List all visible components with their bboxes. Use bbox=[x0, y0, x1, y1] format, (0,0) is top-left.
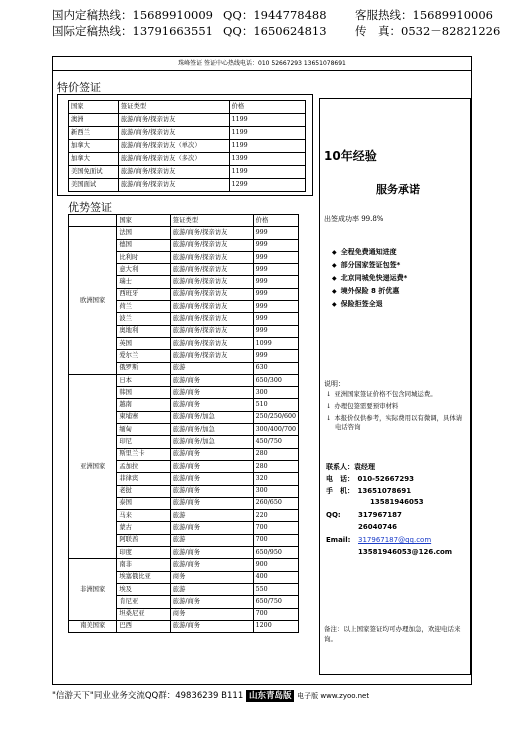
price-cell: 400 bbox=[253, 571, 298, 583]
qq-1: QQ：1944778488 bbox=[223, 8, 327, 22]
qq-label: QQ: bbox=[326, 511, 341, 519]
column-header: 签证类型 bbox=[118, 101, 229, 114]
visa-type-cell: 旅游/商务 bbox=[170, 460, 253, 472]
visa-type-cell: 商务 bbox=[170, 571, 253, 583]
footer-brand: 山东青岛版 bbox=[246, 690, 295, 702]
country-cell: 法国 bbox=[117, 227, 170, 239]
price-cell: 550 bbox=[253, 583, 298, 595]
service-promise-heading: 服务承诺 bbox=[376, 183, 420, 196]
visa-type-cell: 旅游/商务/探亲访友 bbox=[170, 264, 253, 276]
visa-type-cell: 旅游/商务 bbox=[170, 497, 253, 509]
country-cell: 俄罗斯 bbox=[117, 362, 170, 374]
visa-type-cell: 商务 bbox=[170, 608, 253, 620]
country-cell: 加拿大 bbox=[69, 140, 119, 153]
note-item: ↓ 亚洲国家签证价格不包含同城运费。 bbox=[326, 390, 466, 399]
price-cell: 650/950 bbox=[253, 547, 298, 559]
promise-item: ◆ 保险拒签全退 bbox=[332, 299, 407, 312]
contact-phone: 电 话： 010-52667293 bbox=[326, 475, 414, 483]
visa-type-cell: 旅游 bbox=[170, 583, 253, 595]
visa-type-cell: 旅游 bbox=[170, 362, 253, 374]
country-cell: 奥地利 bbox=[117, 325, 170, 337]
country-cell: 加拿大 bbox=[69, 153, 119, 166]
price-cell: 300 bbox=[253, 387, 298, 399]
special-visa-box bbox=[57, 94, 313, 196]
price-cell: 1199 bbox=[229, 166, 305, 179]
promise-item: ◆ 全程免费通知进度 bbox=[332, 247, 407, 260]
visa-type-cell: 旅游/商务/探亲访友 bbox=[118, 114, 229, 127]
visa-type-cell: 旅游 bbox=[170, 510, 253, 522]
country-cell: 韩国 bbox=[117, 387, 170, 399]
country-cell: 斯里兰卡 bbox=[117, 448, 170, 460]
country-cell: 蒙古 bbox=[117, 522, 170, 534]
price-sheet-frame bbox=[52, 56, 472, 685]
visa-type-cell: 旅游/商务/探亲访友（多次） bbox=[118, 153, 229, 166]
price-cell: 999 bbox=[253, 276, 298, 288]
column-header: 价格 bbox=[253, 215, 298, 227]
price-cell: 999 bbox=[253, 301, 298, 313]
region-header-cell bbox=[69, 215, 117, 227]
visa-type-cell: 旅游/商务/加急 bbox=[170, 424, 253, 436]
region-cell: 欧洲国家 bbox=[69, 227, 117, 375]
country-cell: 德国 bbox=[117, 239, 170, 251]
country-cell: 美国免面试 bbox=[69, 166, 119, 179]
visa-type-cell: 旅游/商务/探亲访友 bbox=[118, 179, 229, 192]
price-cell: 650/750 bbox=[253, 596, 298, 608]
country-cell: 英国 bbox=[117, 337, 170, 349]
visa-type-cell: 旅游/商务/探亲访友 bbox=[170, 313, 253, 325]
country-cell: 美国面试 bbox=[69, 179, 119, 192]
visa-type-cell: 旅游/商务/探亲访友 bbox=[170, 227, 253, 239]
footer-site: 电子版 www.zyoo.net bbox=[297, 692, 370, 700]
column-header: 国家 bbox=[117, 215, 170, 227]
visa-type-cell: 旅游/商务 bbox=[170, 473, 253, 485]
price-cell: 320 bbox=[253, 473, 298, 485]
country-cell: 阿联酋 bbox=[117, 534, 170, 546]
email-2: 13581946053@126.com bbox=[358, 548, 453, 556]
advantage-visa-table bbox=[68, 214, 299, 633]
visa-type-cell: 旅游/商务/探亲访友 bbox=[118, 166, 229, 179]
table-row bbox=[69, 153, 306, 166]
country-cell: 缅甸 bbox=[117, 424, 170, 436]
service-panel bbox=[319, 98, 471, 675]
country-cell: 波兰 bbox=[117, 313, 170, 325]
country-cell: 孟加拉 bbox=[117, 460, 170, 472]
visa-type-cell: 旅游/商务 bbox=[170, 596, 253, 608]
price-cell: 280 bbox=[253, 448, 298, 460]
country-cell: 爱尔兰 bbox=[117, 350, 170, 362]
price-cell: 1299 bbox=[229, 179, 305, 192]
footer-slogan: "信游天下"同业业务交流QQ群：49836239 B111 bbox=[52, 691, 244, 701]
topbar-hotline: 珠峰签证 签证中心热线电话：010 52667293 13651078691 bbox=[53, 57, 471, 71]
advantage-visa-title: 优势签证 bbox=[68, 201, 112, 214]
visa-type-cell: 旅游/商务/探亲访友 bbox=[170, 301, 253, 313]
promise-item: ◆ 境外保险 8 折优惠 bbox=[332, 286, 407, 299]
price-cell: 650/300 bbox=[253, 374, 298, 386]
visa-type-cell: 旅游/商务/探亲访友（单次） bbox=[118, 140, 229, 153]
country-cell: 坦桑尼亚 bbox=[117, 608, 170, 620]
visa-type-cell: 旅游/商务 bbox=[170, 559, 253, 571]
country-cell: 埃及 bbox=[117, 583, 170, 595]
country-cell: 澳洲 bbox=[69, 114, 119, 127]
region-cell: 亚洲国家 bbox=[69, 374, 117, 558]
table-row bbox=[69, 374, 299, 386]
visa-type-cell: 旅游/商务 bbox=[170, 547, 253, 559]
price-cell: 999 bbox=[253, 350, 298, 362]
price-cell: 1199 bbox=[229, 140, 305, 153]
table-row bbox=[69, 559, 299, 571]
column-header: 价格 bbox=[229, 101, 305, 114]
country-cell: 埃塞俄比亚 bbox=[117, 571, 170, 583]
price-cell: 510 bbox=[253, 399, 298, 411]
contact-mobile-2: 13581946053 bbox=[370, 498, 424, 506]
visa-type-cell: 旅游/商务/探亲访友 bbox=[170, 337, 253, 349]
country-cell: 意大利 bbox=[117, 264, 170, 276]
visa-type-cell: 旅游/商务/探亲访友 bbox=[118, 127, 229, 140]
remark: 备注：以上国家签证均可办理加急，欢迎电话来询。 bbox=[324, 625, 461, 643]
fax: 传 真：0532－82821226 bbox=[355, 24, 501, 38]
country-cell: 柬埔寨 bbox=[117, 411, 170, 423]
price-cell: 700 bbox=[253, 608, 298, 620]
visa-type-cell: 旅游/商务 bbox=[170, 522, 253, 534]
price-cell: 999 bbox=[253, 239, 298, 251]
price-cell: 999 bbox=[253, 251, 298, 263]
note-item: ↓ 本报价仅供参考，实际费用以有微调，具体请电话咨询 bbox=[326, 414, 466, 432]
price-cell: 700 bbox=[253, 522, 298, 534]
visa-type-cell: 旅游/商务/探亲访友 bbox=[170, 288, 253, 300]
country-cell: 印尼 bbox=[117, 436, 170, 448]
promise-item: ◆ 部分国家签证包签* bbox=[332, 260, 407, 273]
price-cell: 300 bbox=[253, 485, 298, 497]
table-row bbox=[69, 620, 299, 632]
price-cell: 300/400/700 bbox=[253, 424, 298, 436]
promise-item: ◆ 北京同城免快递运费* bbox=[332, 273, 407, 286]
table-row bbox=[69, 127, 306, 140]
footer bbox=[52, 689, 369, 701]
qq-number-2: 26040746 bbox=[358, 523, 397, 531]
price-cell: 999 bbox=[253, 227, 298, 239]
notes-list bbox=[326, 390, 466, 435]
qq-2: QQ：1650624813 bbox=[223, 24, 327, 38]
column-header: 国家 bbox=[69, 101, 119, 114]
price-cell: 999 bbox=[253, 288, 298, 300]
table-header-row bbox=[69, 101, 306, 114]
country-cell: 比利时 bbox=[117, 251, 170, 263]
country-cell: 菲律宾 bbox=[117, 473, 170, 485]
visa-type-cell: 旅游/商务/探亲访友 bbox=[170, 325, 253, 337]
visa-type-cell: 旅游 bbox=[170, 534, 253, 546]
email-link-1[interactable]: 317967187@qq.com bbox=[358, 536, 432, 544]
experience-heading: 10年经验 bbox=[324, 149, 377, 163]
table-row bbox=[69, 140, 306, 153]
visa-type-cell: 旅游/商务/探亲访友 bbox=[170, 350, 253, 362]
price-cell: 450/750 bbox=[253, 436, 298, 448]
special-visa-table bbox=[68, 100, 306, 192]
price-cell: 999 bbox=[253, 325, 298, 337]
visa-type-cell: 旅游/商务 bbox=[170, 399, 253, 411]
price-cell: 260/650 bbox=[253, 497, 298, 509]
table-row bbox=[69, 179, 306, 192]
price-cell: 280 bbox=[253, 460, 298, 472]
price-cell: 999 bbox=[253, 313, 298, 325]
price-cell: 220 bbox=[253, 510, 298, 522]
contact-person: 联系人：袁经理 bbox=[326, 463, 375, 471]
notes-title: 说明： bbox=[324, 380, 345, 388]
price-cell: 250/250/600 bbox=[253, 411, 298, 423]
intl-hotline: 国际定稿热线：13791663551 bbox=[52, 24, 213, 38]
country-cell: 日本 bbox=[117, 374, 170, 386]
contact-mobile-1: 手 机： 13651078691 bbox=[326, 487, 412, 495]
visa-type-cell: 旅游/商务/加急 bbox=[170, 411, 253, 423]
country-cell: 老挝 bbox=[117, 485, 170, 497]
price-cell: 700 bbox=[253, 534, 298, 546]
country-cell: 南非 bbox=[117, 559, 170, 571]
country-cell: 西班牙 bbox=[117, 288, 170, 300]
country-cell: 印度 bbox=[117, 547, 170, 559]
price-cell: 630 bbox=[253, 362, 298, 374]
visa-type-cell: 旅游/商务 bbox=[170, 448, 253, 460]
country-cell: 新西兰 bbox=[69, 127, 119, 140]
domestic-hotline: 国内定稿热线：15689910009 bbox=[52, 8, 213, 22]
note-item: ↓ 办理包签需要预审材料 bbox=[326, 402, 466, 411]
country-cell: 瑞士 bbox=[117, 276, 170, 288]
qq-number-1: 317967187 bbox=[358, 511, 402, 519]
price-cell: 1200 bbox=[253, 620, 298, 632]
region-cell: 南美国家 bbox=[69, 620, 117, 632]
table-row bbox=[69, 166, 306, 179]
visa-type-cell: 旅游/商务/探亲访友 bbox=[170, 239, 253, 251]
email-label: Email: bbox=[326, 536, 351, 544]
price-cell: 1199 bbox=[229, 114, 305, 127]
column-header: 签证类型 bbox=[170, 215, 253, 227]
promise-bullets bbox=[332, 247, 407, 312]
country-cell: 泰国 bbox=[117, 497, 170, 509]
visa-type-cell: 旅游/商务/探亲访友 bbox=[170, 276, 253, 288]
visa-type-cell: 旅游/商务/加急 bbox=[170, 436, 253, 448]
price-cell: 1199 bbox=[229, 127, 305, 140]
region-cell: 非洲国家 bbox=[69, 559, 117, 620]
country-cell: 越南 bbox=[117, 399, 170, 411]
country-cell: 荷兰 bbox=[117, 301, 170, 313]
table-row bbox=[69, 227, 299, 239]
visa-type-cell: 旅游/商务 bbox=[170, 374, 253, 386]
service-hotline: 客服热线：15689910006 bbox=[355, 8, 493, 22]
visa-type-cell: 旅游/商务/探亲访友 bbox=[170, 251, 253, 263]
special-visa-title: 特价签证 bbox=[57, 81, 101, 94]
country-cell: 马来 bbox=[117, 510, 170, 522]
price-cell: 999 bbox=[253, 264, 298, 276]
price-cell: 900 bbox=[253, 559, 298, 571]
visa-type-cell: 旅游/商务 bbox=[170, 387, 253, 399]
table-header-row bbox=[69, 215, 299, 227]
price-cell: 1399 bbox=[229, 153, 305, 166]
success-rate: 出签成功率 99.8% bbox=[324, 215, 384, 223]
visa-type-cell: 旅游/商务 bbox=[170, 485, 253, 497]
table-row bbox=[69, 114, 306, 127]
country-cell: 肯尼亚 bbox=[117, 596, 170, 608]
visa-type-cell: 旅游/商务 bbox=[170, 620, 253, 632]
price-cell: 1099 bbox=[253, 337, 298, 349]
country-cell: 巴西 bbox=[117, 620, 170, 632]
